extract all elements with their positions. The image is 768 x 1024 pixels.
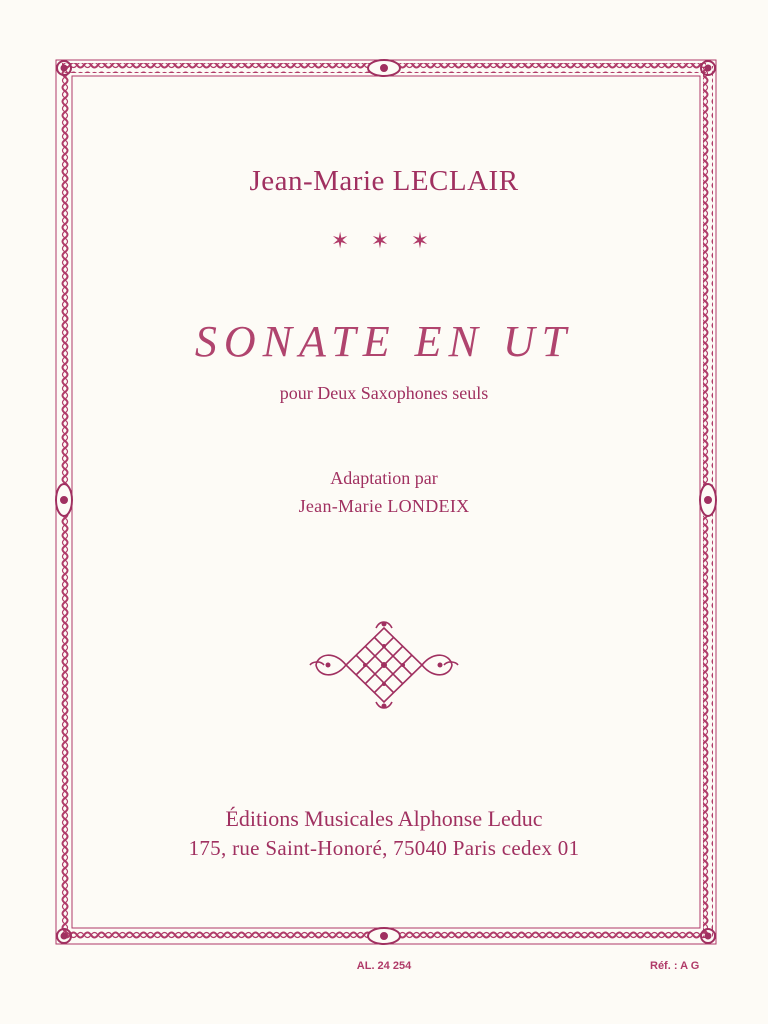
publisher-name: Éditions Musicales Alphonse Leduc bbox=[225, 806, 543, 831]
catalog-number: AL. 24 254 bbox=[356, 960, 412, 972]
adaptation-label: Adaptation par bbox=[330, 468, 438, 488]
reference-code: Réf. : A G bbox=[650, 960, 700, 972]
adapter-name: Jean-Marie LONDEIX bbox=[298, 496, 470, 516]
center-floral-ornament-icon bbox=[304, 620, 464, 710]
publisher-address: 175, rue Saint-Honoré, 75040 Paris cedex 01 bbox=[188, 836, 580, 860]
stars-ornament: ✶ ✶ ✶ bbox=[330, 228, 438, 253]
work-title: SONATE EN UT bbox=[194, 317, 574, 366]
instrumentation-subtitle: pour Deux Saxophones seuls bbox=[279, 383, 489, 403]
composer-name: Jean-Marie LECLAIR bbox=[249, 165, 519, 197]
